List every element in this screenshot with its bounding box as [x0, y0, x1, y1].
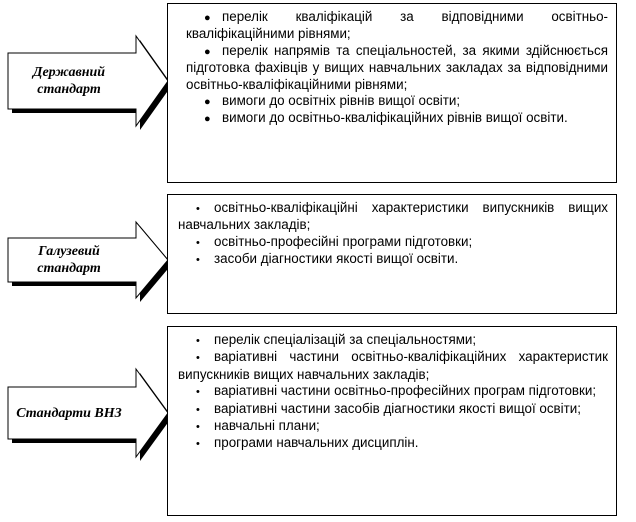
item-list	[178, 200, 608, 269]
content-box-branch-standard	[167, 194, 617, 314]
bullet-icon: •	[196, 335, 200, 347]
arrow-branch-standard	[8, 226, 172, 302]
bullet-icon: •	[196, 236, 200, 249]
bullet-icon: ●	[204, 45, 211, 58]
list-item: ● вимоги до освітніх рівнів вищої освіти;	[186, 93, 608, 110]
list-item: • варіативні частини освітньо-кваліфікаційних характеристик випускників вищих навчальних закладів;	[178, 349, 608, 382]
stage-label: Державний стандарт	[32, 65, 106, 97]
bullet-icon: ●	[204, 113, 211, 126]
content-box-university-standards	[167, 326, 617, 516]
bullet-icon: •	[196, 203, 200, 215]
list-item: • освітньо-професійні програми підготовки;	[178, 234, 608, 251]
list-item: ● перелік напрямів та спеціальностей, за якими здійснюється підготовка фахівців у вищих навчальних закладах за відповідними освітньо-кваліфікаційними рівнями;	[186, 42, 608, 92]
bullet-icon: ●	[204, 12, 211, 24]
item-list	[186, 9, 608, 128]
list-item: • програми навчальних дисциплін.	[178, 435, 608, 452]
arrow-university-standards	[8, 373, 172, 461]
bullet-icon: •	[196, 254, 200, 267]
bullet-icon: •	[196, 403, 200, 416]
list-item: ● вимоги до освітньо-кваліфікаційних рівнів вищої освіти.	[186, 110, 608, 127]
item-list	[178, 332, 608, 453]
content-box-state-standard	[167, 3, 617, 183]
stage-label: Стандарти ВНЗ	[16, 405, 122, 421]
list-item: • перелік спеціалізацій за спеціальностями;	[178, 332, 608, 349]
list-item: • варіативні частини освітньо-професійних програм підготовки;	[178, 383, 608, 400]
bullet-icon: •	[196, 386, 200, 399]
stage-label: Галузевий стандарт	[37, 244, 101, 276]
bullet-icon: •	[196, 438, 200, 451]
list-item: • освітньо-кваліфікаційні характеристики випускників вищих навчальних закладів;	[178, 200, 608, 233]
list-item: • навчальні плани;	[178, 418, 608, 435]
arrow-state-standard	[8, 40, 172, 130]
bullet-icon: •	[196, 352, 200, 365]
list-item: • засоби діагностики якості вищої освіти.	[178, 251, 608, 268]
bullet-icon: •	[196, 421, 200, 434]
list-item: • варіативні частини засобів діагностики якості вищої освіти;	[178, 401, 608, 418]
bullet-icon: ●	[204, 96, 211, 109]
list-item: ● перелік кваліфікацій за відповідними освітньо-кваліфікаційними рівнями;	[186, 9, 608, 42]
